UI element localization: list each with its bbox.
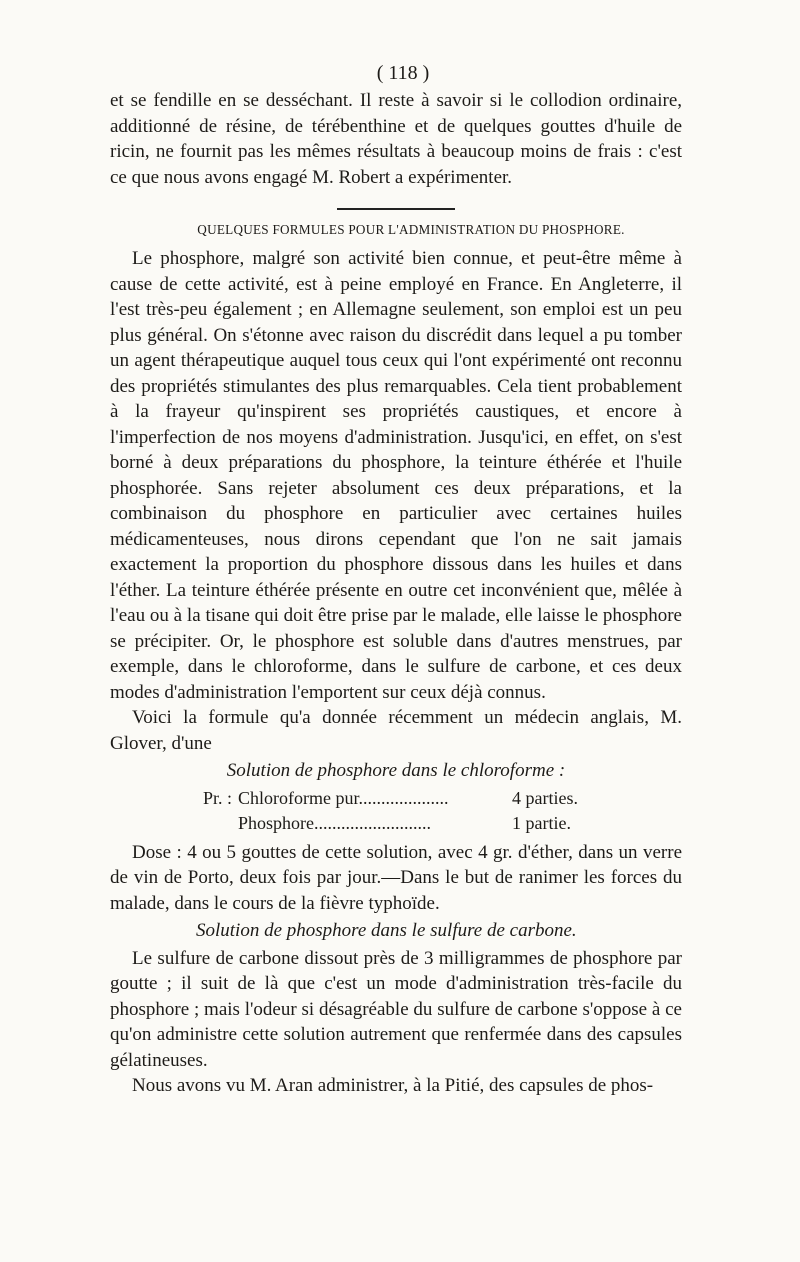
formula-1 (110, 786, 682, 836)
formula-ingredient: Phosphore.......................... (238, 812, 431, 833)
paragraph-glover: Voici la formule qu'a donnée récemment un médecin anglais, M. Glover, d'une (110, 707, 682, 754)
paragraph-phosphore: Le phosphore, malgré son activité bien connue, et peut-être même à cause de cette activité, est à peine employé en France. En Angleterre, il l'est très-peu également ; en Allemagne seulement, son emploi est un peu plus général. On s'étonne avec raison du discrédit dans lequel a pu tomber un agent thérapeutique auquel tous ceux qui l'ont expérimenté ont reconnu des propriétés stimulantes des plus remarquables. Cela tient probablement à la frayeur qu'inspirent ses propriétés caustiques, et encore à l'imperfection de nos moyens d'administration. Jusqu'ici, en effet, on s'est borné à deux préparations du phosphore, la teinture éthérée et l'huile phosphorée. Sans rejeter absolument ces deux préparations, et la combinaison du phosphore en particulier avec certaines huiles médicamenteuses, nous dirons cependant que l'on ne sait jamais exactement la proportion du phosphore dissous dans les huiles et dans l'éther. La teinture éthérée présente en outre cet inconvénient que, mêlée à l'eau ou à la tisane qui doit être prise par le malade, elle laisse le phosphore se précipiter. Or, le phosphore est soluble dans d'autres menstrues, par exemple, dans le chloroforme, dans le sulfure de carbone, et ces deux modes d'administration l'emportent sur ceux déjà connus. (110, 248, 682, 703)
formula-prefix: Pr. : (202, 787, 232, 808)
section-heading: QUELQUES FORMULES POUR L'ADMINISTRATION DU PHOSPHORE. (197, 222, 625, 237)
section-divider (337, 208, 455, 210)
formula-quantity: 4 parties. (512, 787, 578, 808)
intro-paragraph: et se fendille en se desséchant. Il reste à savoir si le collodion ordinaire, additionné de résine, de térébenthine et de quelques gouttes d'huile de ricin, ne fournit pas les mêmes résultats à beaucoup moins de frais : c'est ce que nous avons engagé M. Robert a expérimenter. (110, 90, 682, 188)
formula-row (110, 786, 682, 811)
formula-2-title: Solution de phosphore dans le sulfure de carbone. (196, 920, 577, 941)
page-number: ( 118 ) (376, 62, 430, 84)
formula-ingredient: Chloroforme pur.................... (238, 787, 449, 808)
book-page (110, 58, 682, 1099)
dose-paragraph: Dose : 4 ou 5 gouttes de cette solution, avec 4 gr. d'éther, dans un verre de vin de Porto, deux fois par jour.—Dans le but de ranimer les forces du malade, dans le cours de la fièvre typhoïde. (110, 841, 682, 914)
formula-row (110, 811, 682, 836)
paragraph-aran: Nous avons vu M. Aran administrer, à la Pitié, des capsules de phos- (132, 1075, 654, 1096)
formula-1-title: Solution de phosphore dans le chloroforme : (226, 760, 566, 781)
formula-quantity: 1 partie. (512, 812, 571, 833)
paragraph-sulfure: Le sulfure de carbone dissout près de 3 milligrammes de phosphore par goutte ; il suit de là que c'est un mode d'administration très-facile du phosphore ; mais l'odeur si désagréable du sulfure de carbone s'oppose à ce qu'on administre cette solution autrement que renfermée dans des capsules gélatineuses. (110, 947, 682, 1071)
